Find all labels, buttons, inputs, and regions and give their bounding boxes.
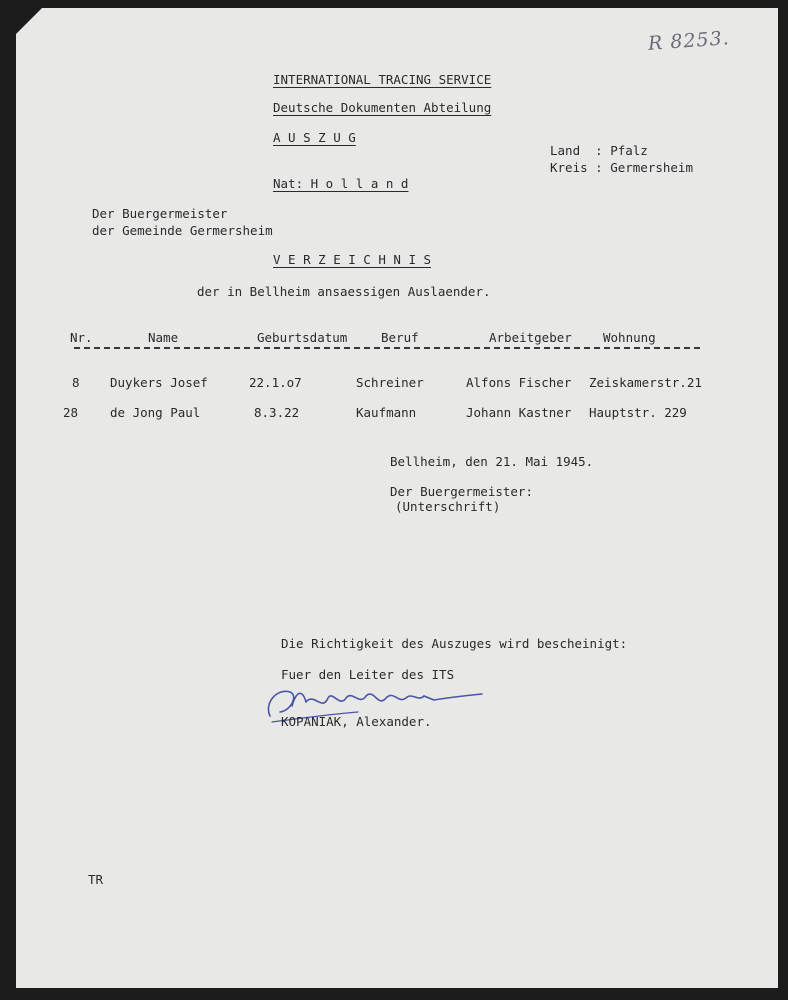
issuer-municipality: der Gemeinde Germersheim [92,223,273,238]
cell-nr: 28 [63,405,79,420]
cell-name: de Jong Paul [110,405,201,420]
document-title: V E R Z E I C H N I S [273,252,432,267]
column-header-name: Name [148,330,179,345]
header-department: Deutsche Dokumenten Abteilung [273,100,492,115]
column-header-nr: Nr. [70,330,93,345]
cell-employer: Johann Kastner [466,405,572,420]
nationality-field: Nat: H o l l a n d [273,176,409,191]
signer-title: Der Buergermeister: [390,484,533,499]
signature-placeholder: (Unterschrift) [395,499,501,514]
cell-nr: 8 [72,375,80,390]
column-header-employer: Arbeitgeber [489,330,572,345]
land-field: Land : Pfalz [550,143,648,158]
folded-corner [16,8,42,34]
header-organization: INTERNATIONAL TRACING SERVICE [273,72,492,87]
for-its-leader: Fuer den Leiter des ITS [281,667,455,682]
signer-name: KOPANIAK, Alexander. [281,714,432,729]
header-extract: A U S Z U G [273,130,356,145]
handwritten-reference-number: R 8253. [647,27,731,55]
cell-birthdate: 8.3.22 [254,405,300,420]
footer-initials: TR [88,872,104,887]
issuer-title: Der Buergermeister [92,206,228,221]
column-header-profession: Beruf [381,330,419,345]
document-subtitle: der in Bellheim ansaessigen Auslaender. [197,284,491,299]
cell-profession: Kaufmann [356,405,417,420]
kreis-field: Kreis : Germersheim [550,160,693,175]
certification-statement: Die Richtigkeit des Auszuges wird bescheinigt: [281,636,628,651]
cell-employer: Alfons Fischer [466,375,572,390]
cell-residence: Hauptstr. 229 [589,405,687,420]
cell-name: Duykers Josef [110,375,208,390]
place-and-date: Bellheim, den 21. Mai 1945. [390,454,594,469]
cell-residence: Zeiskamerstr.21 [589,375,702,390]
cell-birthdate: 22.1.o7 [249,375,302,390]
cell-profession: Schreiner [356,375,424,390]
column-header-birthdate: Geburtsdatum [257,330,348,345]
header-divider [74,347,700,349]
column-header-residence: Wohnung [603,330,656,345]
